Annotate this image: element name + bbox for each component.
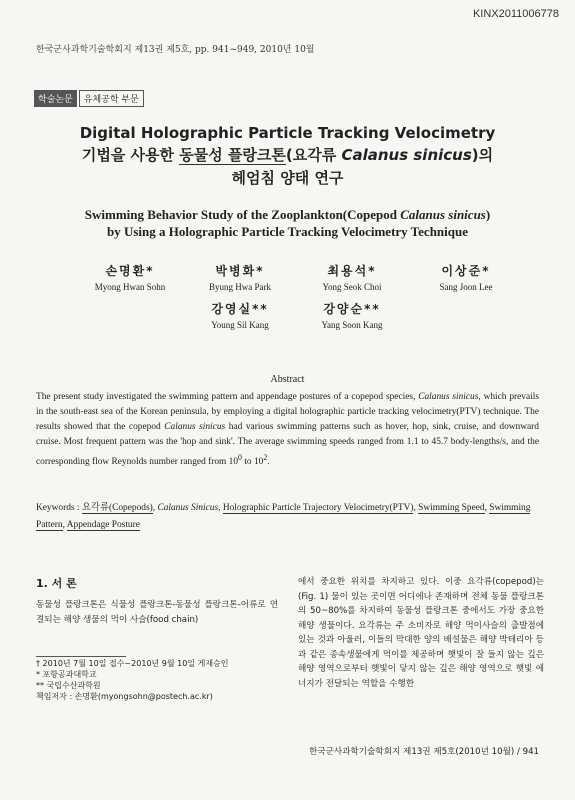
subtitle-part: Swimming Behavior Study of the Zooplankton(Copepod: [84, 207, 401, 222]
author-name-korean: 박병화*: [215, 264, 265, 278]
footnote: † 2010년 7월 10일 접수~2010년 9월 10일 게재승인: [36, 659, 229, 668]
abstract-exponent: 0: [238, 453, 242, 462]
author-name-korean: 강영실**: [211, 302, 269, 316]
abstract-exponent: 2: [263, 453, 268, 462]
abstract-text: to 10: [241, 457, 264, 468]
subcategory-tag: 유체공학 부문: [79, 90, 144, 107]
abstract-heading: Abstract: [270, 374, 305, 385]
body-right-column: 에서 중요한 위치를 차지하고 있다. 이중 요각류(copepod)는 (Fig. 1) 물이 있는 곳이면 어디에나 존재하며 전체 동물 플랑크톤의 50~80%를 차지하여 동물성 플랑크톤 중에서도 가장 중요한 해양 생물이다. 요각류는 주 소비자로 해양 먹이사슬의 출발점에 있는 것과 아울러, 이들의 막대한 양의 배설물은 해양 박테리아 등과 같은 종속생물에게 먹이를 제공하며 햇빛이 잘 들지 않는 깊은 해양 영역으로부터 햇빛이 닿지 않는 깊은 해양 영역으로 햇빛 에너지가 전달되는 역할을 수행한: [298, 577, 544, 689]
author: [292, 262, 412, 292]
subtitle-english: [20, 206, 555, 240]
journal-header: 한국군사과학기술학회지 제13권 제5호, pp. 941~949, 2010년 10월: [36, 45, 315, 55]
author-name-english: Young Sil Kang: [211, 320, 269, 330]
subtitle-species: Calanus sinicus: [400, 207, 486, 222]
title-korean-line2: 헤엄침 양태 연구: [231, 169, 344, 187]
section-title: 1. 서 론: [36, 577, 77, 590]
subtitle-line2: by Using a Holographic Particle Tracking Velocimetry Technique: [107, 224, 468, 239]
title-species: Calanus sinicus: [341, 146, 472, 164]
footnote: ** 국립수산과학원: [36, 681, 101, 690]
abstract-text: The present study investigated the swimming pattern and appendage postures of a copepod species,: [36, 392, 419, 402]
keyword: 요각류(Copepods): [81, 503, 153, 513]
category-tag: 학술논문: [34, 90, 77, 107]
author-name-korean: 최용석*: [327, 264, 377, 278]
title-korean-underlined: 동물성 플랑크톤: [179, 146, 286, 164]
keywords-label: Keywords :: [36, 503, 82, 513]
page-footer: 한국군사과학기술학회지 제13권 제5호(2010년 10월) / 941: [309, 747, 539, 757]
author-name-english: Myong Hwan Sohn: [94, 282, 166, 292]
abstract-text: .: [267, 457, 270, 468]
author-name-korean: 강양순**: [323, 302, 381, 316]
keyword: Calanus Sinicus: [157, 503, 219, 513]
footnote: 책임저자 : 손명환(myongsohn@postech.ac.kr): [36, 692, 213, 701]
keyword: Holographic Particle Trajectory Velocimetry(PTV): [222, 503, 414, 513]
subtitle-part: ): [485, 207, 491, 222]
author-name-korean: 이상준*: [441, 264, 491, 278]
author-name-english: Yong Seok Choi: [322, 282, 382, 292]
author-name-korean: 손명환*: [105, 264, 155, 278]
keywords: Keywords : 요각류(Copepods), Calanus Sinicus, Holographic Particle Trajectory Velocimetry(PTV), Swimming Speed, Swimming Pattern, Appendage Posture: [36, 503, 531, 530]
keyword: Swimming Speed: [418, 503, 485, 513]
title-korean-line1: [20, 144, 555, 165]
author: [406, 262, 526, 292]
author: [292, 300, 412, 330]
footnotes: [36, 658, 229, 702]
author: [180, 262, 300, 292]
title-korean-part: )의: [471, 146, 494, 164]
footnote-divider: [36, 656, 126, 657]
body-left-column: 동물성 플랑크톤은 식물성 플랑크톤-동물성 플랑크톤-어류로 연결되는 해양 생물의 먹이 사슬(food chain): [36, 600, 278, 625]
category-tags: [34, 90, 144, 107]
author: [70, 262, 190, 292]
title-block: [20, 124, 555, 188]
author-list: [70, 262, 520, 352]
author: [180, 300, 300, 330]
footnote: * 포항공과대학교: [36, 670, 97, 679]
abstract-text: had various swimming patterns such as hover, hop, sink, cruise, and downward cruise. Most frequent pattern was the 'hop and sink'. The average swimming speeds ranged from 1.1 to 45.7 body-lengths/s, and the corresponding flow Reynolds number ranged from 10: [36, 422, 539, 468]
author-name-english: Sang Joon Lee: [439, 282, 493, 292]
title-english: Digital Holographic Particle Tracking Velocimetry: [79, 124, 496, 142]
title-korean-part: (요각류: [285, 146, 342, 164]
document-id: KINX2011006778: [472, 8, 559, 20]
keyword: Swimming Pattern: [36, 503, 531, 530]
abstract-body: [36, 390, 539, 470]
abstract-text: , which prevails in the south-east sea of the Korean peninsula, by employing a digital holographic particle tracking velocimetry(PTV) technique. The results showed that the copepod: [36, 392, 540, 432]
title-korean-part: 기법을 사용한: [81, 146, 180, 164]
keyword: Appendage Posture: [66, 520, 140, 530]
author-name-english: Byung Hwa Park: [209, 282, 271, 292]
abstract-species: Calanus sinicus: [418, 392, 479, 402]
abstract-species: Calanus sinicus: [164, 422, 226, 432]
author-name-english: Yang Soon Kang: [321, 320, 383, 330]
